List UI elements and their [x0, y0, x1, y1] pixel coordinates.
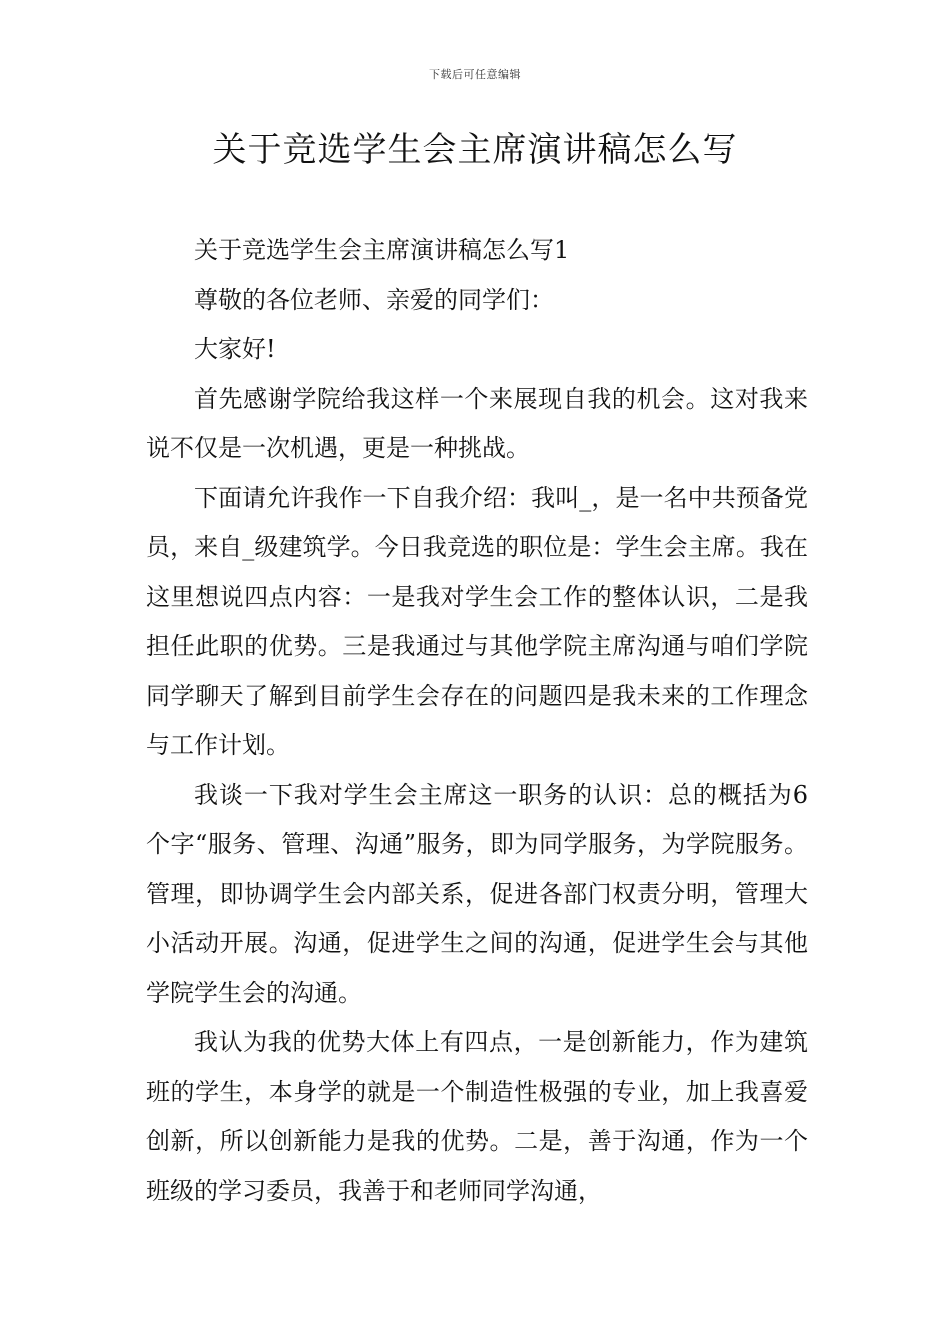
- paragraph-salutation: 尊敬的各位老师、亲爱的同学们：: [194, 285, 554, 314]
- paragraph-strengths: 我认为我的优势大体上有四点，一是创新能力，作为建筑班的学生，本身学的就是一个制造性极强的专业，加上我喜爱创新，所以创新能力是我的优势。二是，善于沟通，作为一个班级的学习委员，我善于和老师同学沟通，: [146, 1028, 808, 1205]
- paragraph-greeting: 大家好!: [194, 335, 276, 363]
- document-body: [146, 226, 808, 1216]
- paragraph-thanks: 首先感谢学院给我这样一个来展现自我的机会。这对我来说不仅是一次机遇，更是一种挑战。: [146, 384, 808, 462]
- paragraph-role-understanding: 我谈一下我对学生会主席这一职务的认识：总的概括为6个字“服务、管理、沟通”服务，即为同学服务，为学院服务。管理，即协调学生会内部关系，促进各部门权责分明，管理大小活动开展。沟通，促进学生之间的沟通，促进学生会与其他学院学生会的沟通。: [146, 780, 808, 1007]
- document-title: 关于竞选学生会主席演讲稿怎么写: [212, 130, 738, 170]
- paragraph-heading: 关于竞选学生会主席演讲稿怎么写1: [194, 236, 570, 264]
- header-note: 下载后可任意编辑: [429, 68, 521, 81]
- paragraph-introduction: 下面请允许我作一下自我介绍：我叫_，是一名中共预备党员，来自_级建筑学。今日我竞选的职位是：学生会主席。我在这里想说四点内容：一是我对学生会工作的整体认识，二是我担任此职的优势。三是我通过与其他学院主席沟通与咱们学院同学聊天了解到目前学生会存在的问题四是我未来的工作理念与工作计划。: [146, 483, 808, 759]
